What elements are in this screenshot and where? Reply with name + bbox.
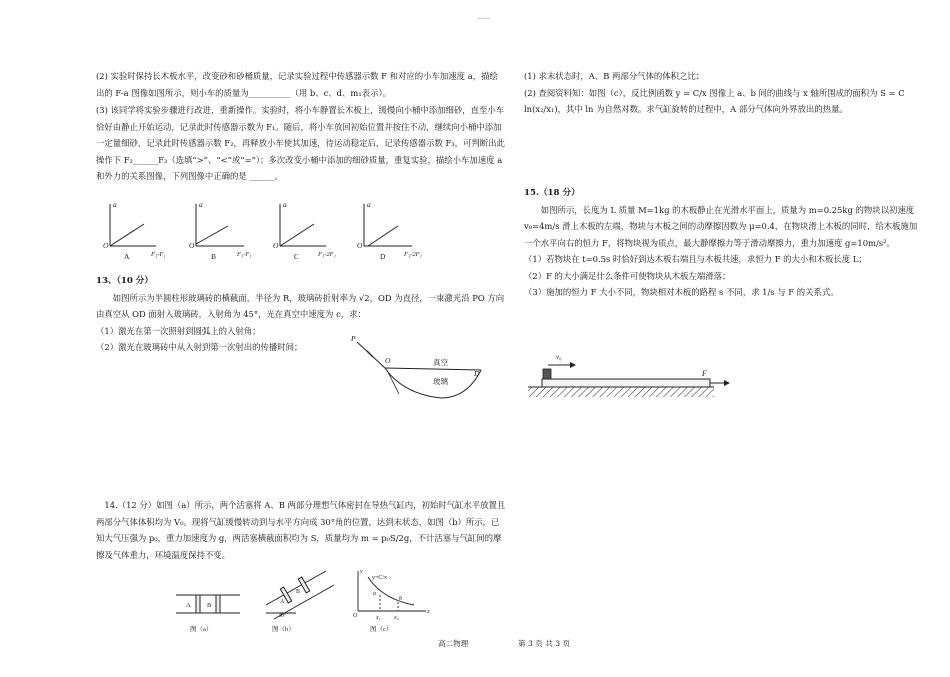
fig-b-caption: 图（b） <box>272 626 295 633</box>
q15-figure <box>524 345 734 405</box>
fig-b-label-b: B <box>296 589 301 595</box>
graph-d-origin: O <box>357 241 363 250</box>
fig-c-point-b: b <box>399 596 402 602</box>
footer-page: 第 3 页 共 3 页 <box>518 639 571 648</box>
q13-label-o: O <box>385 356 391 365</box>
graph-c-letter: C <box>294 252 300 261</box>
graph-b-x: F₃-F₁ <box>237 251 252 258</box>
q15-header: 15.（18 分） <box>524 188 580 198</box>
fig-b-angle: 30° <box>278 613 287 619</box>
q15-q2: （2）F 的大小满足什么条件可使物块从木板左端滑落； <box>524 270 731 281</box>
q13-figure <box>345 332 495 404</box>
scan-mark: ·ㅡ· <box>478 15 490 23</box>
graph-a-y: a <box>113 200 117 209</box>
q13-q2: （2）激光在玻璃砖中从入射到第一次射出的传播时间； <box>96 342 303 352</box>
graph-c-origin: O <box>273 241 279 250</box>
graph-a-x: F₃-F₁ <box>151 251 166 258</box>
fig-c-x: x <box>427 609 430 615</box>
graph-b-origin: O <box>189 241 195 250</box>
fig-a-label-a: A <box>186 602 191 609</box>
q15-q3: （3）施加的恒力 F 大小不同，物块相对木板的路程 s 不同，求 1/s 与 F 的关系式。 <box>524 287 839 297</box>
graph-c-x: F₃-2F₁ <box>318 251 336 258</box>
q13-header: 13、（10 分） <box>96 276 153 286</box>
graph-a-origin: O <box>103 241 109 250</box>
fig-c-point-a: a <box>373 591 376 597</box>
graph-a-letter: A <box>124 252 130 261</box>
graph-d-y: a <box>367 200 371 209</box>
graph-d-letter: D <box>380 252 386 261</box>
graph-b-letter: B <box>211 252 217 261</box>
fig-c-function: y=C/x <box>372 575 388 581</box>
q14-part1: (1) 求末状态时，A、B 两部分气体的体积之比； <box>524 71 705 81</box>
fig-c-x1: x₁ <box>376 615 381 621</box>
q15-q1: （1）若物块在 t=0.5s 时恰好到达木板右端且与木板共速，求恒力 F 的大小和木板长度 L； <box>524 254 867 264</box>
q15 <box>524 185 924 301</box>
graph-d-x: F₃-2F₁ <box>404 251 422 258</box>
graph-b-y: a <box>199 200 203 209</box>
fig-c-x2: x₂ <box>394 615 399 621</box>
q15-label-f: F <box>702 369 707 378</box>
q13-label-vacuum: 真空 <box>433 358 448 367</box>
right-column <box>524 68 924 118</box>
q13-label-glass: 玻璃 <box>433 377 448 386</box>
q14-part2: (2) 查阅资料知：如图（c），反比例函数 y = C/x 图像上 a、b 间的曲线与 x 轴所围成的面积为 S = C ln(x₂/x₁)，其中 ln 为自然对数。求气缸旋转的过程中，A 部分气体向外界放出的热量。 <box>524 87 905 114</box>
q12-graphs <box>96 196 456 264</box>
left-column <box>96 68 506 185</box>
q13-body: 如图所示为半圆柱形玻璃砖的横截面，半径为 R，玻璃砖折射率为 √2，OD 为直径，一束激光沿 PO 方向由真空从 OD 面射入玻璃砖，入射角为 45°，光在真空中速度为 c，求： <box>96 292 505 319</box>
graph-c-y: a <box>283 200 287 209</box>
fig-c-caption: 图（c） <box>370 626 393 633</box>
q13-label-d: D <box>474 369 480 378</box>
fig-a-label-b: B <box>207 602 212 609</box>
fig-b-label-a: A <box>280 599 285 605</box>
q14-body: 14.（12 分）如图（a）所示，两个活塞将 A、B 两部分理想气体密封在导热气缸内，初始时气缸水平放置且两部分气体体积均为 V₀。现将气缸缓慢转动到与水平方向成 30°角的位置，达到末状态，如图（b）所示，已知大气压强为 p₀，重力加速度为 g，两活塞横截面积均为 S，质量均为 m = p₀S/2g，不计活塞与气缸间的摩擦及气体重力，环境温度保持不变。 <box>96 500 506 560</box>
q12-part3: (3) 该同学将实验步骤进行改进，重新操作。实验时，将小车静置长木板上，缓慢向小桶中添加细砂，直至小车恰好由静止开始运动，记录此时传感器示数为 F₁。随后，将小车放回初始位置并按住不动，继续向小桶中添加一定量细砂，记录此时传感器示数 F₂，再释放小车使其加速，待运动稳定后，记录传感器示数 F₃，可判断出此操作下 F₂______F₃（选填“>”、“<”或“=”）；多次改变小桶中添加的细砂质量，重复实验，描绘小车加速度 a 和外力的关系图像，下列图像中正确的是 ______。 <box>96 105 505 181</box>
q15-body: 如图所示，长度为 L 质量 M=1kg 的木板静止在光滑水平面上，质量为 m=0.25kg 的物块以初速度 v₀=4m/s 滑上木板的左端，物块与木板之间的动摩擦因数为 μ=0.4，在物块滑上木板的同时，给木板施加一个水平向右的恒力 F，将物块视为质点，最大静摩擦力等于滑动摩擦力，重力加速度 g=10m/s²。 <box>524 204 918 248</box>
q12-part2: (2) 实验时保持长木板水平，改变砂和砂桶质量，记录实验过程中传感器示数 F 和对应的小车加速度 a，描绘出的 F-a 图像如图所示，则小车的质量为__________（用 b、c、d、m₁表示）。 <box>96 71 498 98</box>
fig-c-y: y <box>360 569 363 575</box>
q14-figures <box>168 565 438 635</box>
q13-q1: （1）激光在第一次照射到圆弧上的入射角； <box>96 325 261 336</box>
fig-a-caption: 图（a） <box>190 626 213 633</box>
fig-c-origin: O <box>353 613 358 619</box>
q13-label-p: P <box>351 334 356 343</box>
q15-label-v0: v₀ <box>556 353 562 361</box>
footer-subject: 高二物理 <box>438 639 469 648</box>
